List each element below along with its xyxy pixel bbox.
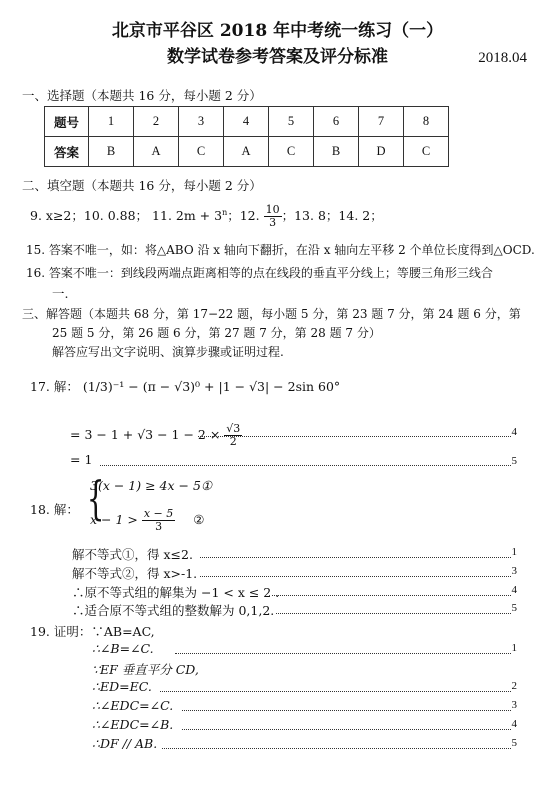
question-number-cell: 1 — [89, 107, 134, 137]
q19-line1: ∴∠B=∠C. — [92, 641, 154, 656]
q18-inequality2 — [90, 508, 204, 533]
q18-inequality1: 3(x − 1) ≥ 4x − 5① — [90, 478, 213, 493]
fraction-sqrt3-2: $\frac{√3}{2}$ — [226, 422, 241, 449]
q19-line6: ∴DF // AB. — [92, 736, 158, 751]
score-leader — [272, 595, 511, 596]
score-leader — [175, 653, 511, 654]
answer-12-label: ；12. — [227, 208, 260, 224]
score-value: 5 — [511, 737, 517, 749]
answers-9-11: 9. x≥2；10. 0.88； 11. 2m + 3 — [30, 208, 223, 224]
question-number-cell: 7 — [359, 107, 404, 137]
score-value: 5 — [511, 455, 517, 467]
q19-label: 19. 证明：∵AB=AC, — [30, 624, 155, 639]
system-brace-icon: { — [86, 471, 105, 525]
section1-heading: 一、选择题（本题共 16 分，每小题 2 分） — [22, 88, 262, 103]
section3-instruction: 解答应写出文字说明、演算步骤或证明过程. — [52, 345, 284, 359]
q17-label: 17. 解： — [30, 379, 79, 394]
q17-expr: (1/3)⁻¹ − (π − √3)⁰ + |1 − √3| − 2sin 60° — [82, 379, 341, 394]
q18-line3: ∴原不等式组的解集为 −1 < x ≤ 2 . — [72, 585, 280, 600]
section2-heading: 二、填空题（本题共 16 分，每小题 2 分） — [22, 178, 262, 193]
answer-16-line2: 一. — [52, 286, 69, 301]
answer-table — [44, 106, 449, 167]
answer-cell: C — [269, 137, 314, 167]
paper-title: 北京市平谷区 2018 年中考统一练习（一） — [111, 21, 444, 41]
score-value: 1 — [511, 546, 517, 558]
q18-mark-2: ② — [193, 512, 205, 528]
score-value: 3 — [511, 565, 517, 577]
q18-line1: 解不等式①，得 x≤2. — [72, 547, 193, 562]
answer-cell: B — [314, 137, 359, 167]
question-number-cell: 2 — [134, 107, 179, 137]
fraction-x-5-3: $\frac{x - 5}{3}$ — [143, 507, 174, 534]
question-number-row — [45, 107, 449, 137]
score-leader — [276, 613, 511, 614]
score-leader — [182, 710, 511, 711]
answer-cell: A — [134, 137, 179, 167]
answers-13-14: ；13. 8；14. 2； — [281, 208, 383, 224]
question-number-cell: 4 — [224, 107, 269, 137]
answer-cell: D — [359, 137, 404, 167]
question-number-cell: 6 — [314, 107, 359, 137]
score-leader — [198, 436, 511, 437]
score-value: 3 — [511, 699, 517, 711]
question-number-cell: 8 — [404, 107, 449, 137]
q18-line2: 解不等式②，得 x>-1. — [72, 566, 198, 581]
exponent-n: n — [222, 207, 228, 217]
score-value: 5 — [511, 602, 517, 614]
answer-row — [45, 137, 449, 167]
q19-line5: ∴∠EDC=∠B. — [92, 717, 174, 732]
q19-line4: ∴∠EDC=∠C. — [92, 698, 174, 713]
score-leader — [100, 465, 511, 466]
answer-15: 15. 答案不唯一，如：将△ABO 沿 x 轴向下翻折，在沿 x 轴向左平移 2 个单位长度得到△OCD. — [26, 243, 535, 257]
score-leader — [162, 748, 511, 749]
answer-cell: A — [224, 137, 269, 167]
score-value: 1 — [511, 642, 517, 654]
answer-cell: C — [404, 137, 449, 167]
fill-answers-9-14 — [30, 204, 383, 229]
q19-line3: ∴ED=EC. — [92, 679, 152, 694]
score-value: 4 — [511, 718, 517, 730]
q17-step1-text: = 3 − 1 + √3 − 1 − 2 × — [70, 427, 221, 443]
q17-step2: = 1 — [70, 452, 93, 467]
score-leader — [200, 576, 511, 577]
score-leader — [200, 557, 511, 558]
score-leader — [182, 729, 511, 730]
section3-heading-line2: 25 题 5 分，第 26 题 6 分，第 27 题 7 分，第 28 题 7 分） — [52, 326, 381, 340]
answer-cell: B — [89, 137, 134, 167]
paper-date: 2018.04 — [478, 50, 527, 66]
answer-cell: C — [179, 137, 224, 167]
score-leader — [160, 691, 511, 692]
score-value: 4 — [511, 584, 517, 596]
paper-subtitle: 数学试卷参考答案及评分标准 — [167, 47, 388, 67]
q18-label: 18. 解： — [30, 502, 79, 517]
answer-16-line1: 16. 答案不唯一：到线段两端点距离相等的点在线段的垂直平分线上；等腰三角形三线合 — [26, 266, 493, 280]
q18-line4: ∴适合原不等式组的整数解为 0,1,2. — [72, 603, 275, 618]
score-value: 4 — [511, 426, 517, 438]
question-number-cell: 3 — [179, 107, 224, 137]
row-label-question: 题号 — [45, 107, 89, 137]
q19-line2: ∵EF 垂直平分 CD, — [92, 662, 199, 677]
question-number-cell: 5 — [269, 107, 314, 137]
q17-expression — [30, 377, 340, 395]
fraction-10-3: $\frac{10}{3}$ — [265, 203, 280, 230]
section3-heading-line1: 三、解答题（本题共 68 分，第 17−22 题，每小题 5 分，第 23 题 7 分，第 24 题 6 分，第 — [22, 307, 521, 321]
row-label-answer: 答案 — [45, 137, 89, 167]
score-value: 2 — [511, 680, 517, 692]
q18-ineq2-left: x − 1 > — [90, 512, 138, 528]
